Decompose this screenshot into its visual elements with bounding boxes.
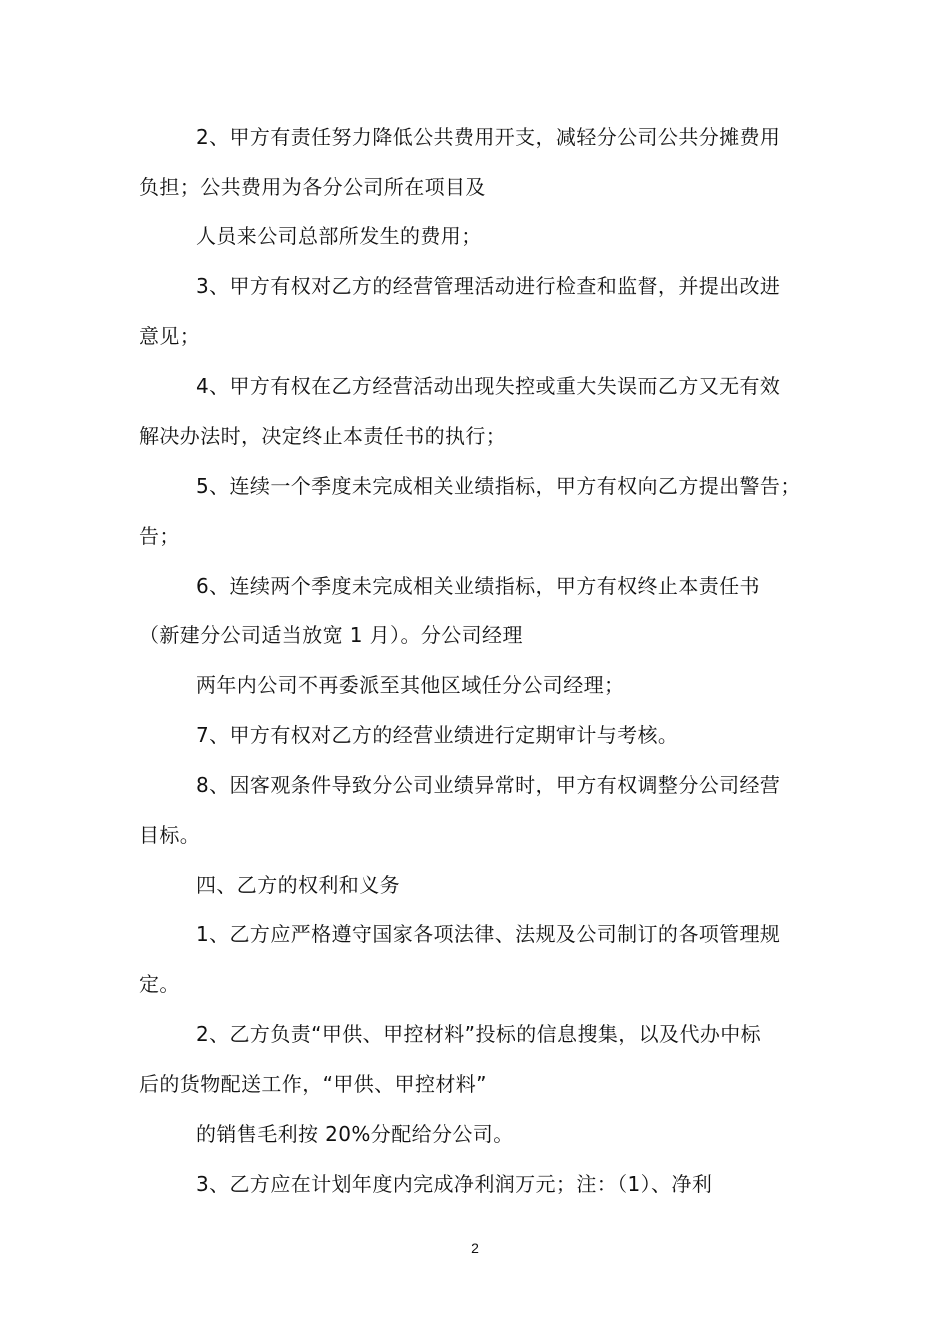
text-line: 意见； [139,324,201,348]
text-line: 后的货物配送工作，“甲供、甲控材料” [139,1072,487,1096]
text-line: 1、乙方应严格遵守国家各项法律、法规及公司制订的各项管理规 [196,922,781,946]
text-line: 2、乙方负责“甲供、甲控材料”投标的信息搜集，以及代办中标 [196,1022,762,1046]
page-number: 2 [471,1240,479,1256]
text-line: 两年内公司不再委派至其他区域任分公司经理； [196,673,625,697]
text-line: 7、甲方有权对乙方的经营业绩进行定期审计与考核。 [196,723,679,747]
text-line: 的销售毛利按 20%分配给分公司。 [196,1122,514,1146]
text-line: 定。 [139,972,180,996]
text-line: 告； [139,524,180,548]
text-line: 2、甲方有责任努力降低公共费用开支，减轻分公司公共分摊费用 [196,125,781,149]
text-line: 3、乙方应在计划年度内完成净利润万元；注：（1）、净利 [196,1172,713,1196]
text-line: 5、连续一个季度未完成相关业绩指标，甲方有权向乙方提出警告； [196,474,801,498]
text-line: 3、甲方有权对乙方的经营管理活动进行检查和监督，并提出改进 [196,274,781,298]
text-line: 目标。 [139,823,201,847]
text-line: 8、因客观条件导致分公司业绩异常时，甲方有权调整分公司经营 [196,773,781,797]
section-heading: 四、乙方的权利和义务 [196,873,400,897]
text-line: 负担；公共费用为各分公司所在项目及 [139,175,486,199]
text-line: 解决办法时，决定终止本责任书的执行； [139,424,507,448]
text-line: （新建分公司适当放宽 1 月）。分公司经理 [139,623,523,647]
text-line: 6、连续两个季度未完成相关业绩指标，甲方有权终止本责任书 [196,574,760,598]
text-line: 4、甲方有权在乙方经营活动出现失控或重大失误而乙方又无有效 [196,374,781,398]
text-line: 人员来公司总部所发生的费用； [196,224,482,248]
